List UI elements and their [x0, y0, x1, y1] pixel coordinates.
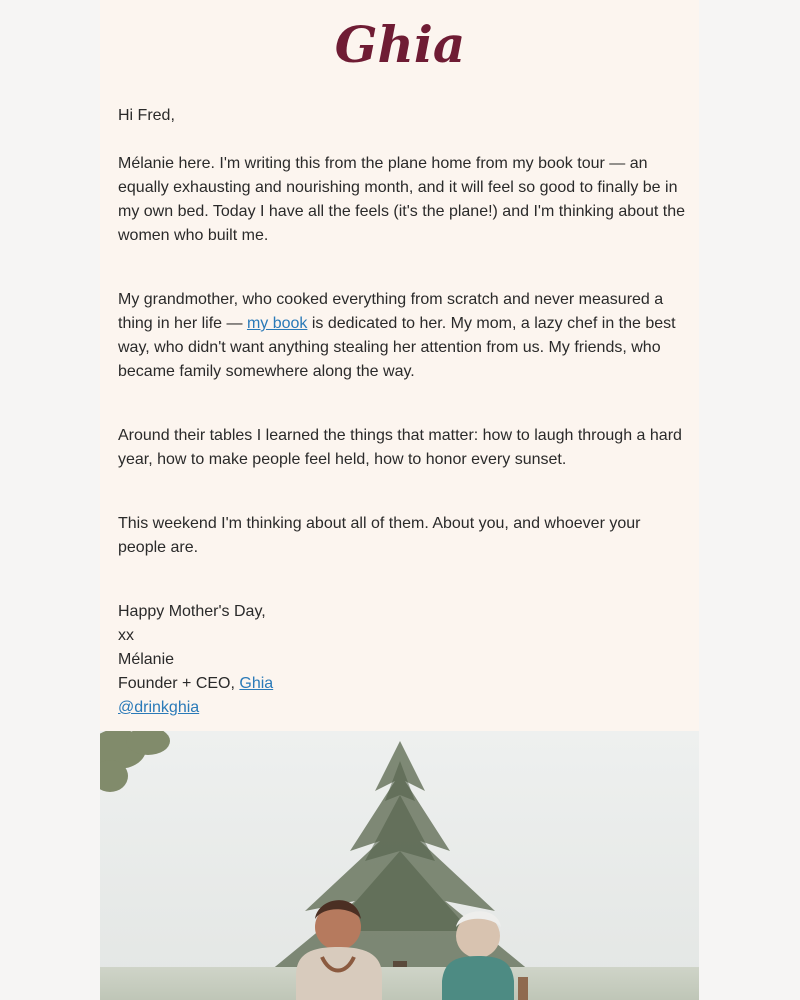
signoff-title: [118, 672, 688, 696]
greeting: Hi Fred,: [118, 107, 175, 124]
signoff-social: [118, 696, 688, 720]
paragraph-family: [118, 288, 688, 384]
instagram-handle-link[interactable]: @drinkghia: [118, 699, 200, 716]
mothers-day-photo: [100, 731, 699, 1000]
paragraph-intro: Mélanie here. I'm writing this from the plane home from my book tour — an equally exhausting and nourishing month, and it will feel so good to finally be in my own bed. Today I have all the feels (it's the plane!) and I'm thinking about the women who built me.: [118, 155, 686, 244]
photo-illustration: [100, 731, 699, 1000]
signoff-line: Happy Mother's Day,: [118, 603, 266, 620]
ghia-logo-icon: [325, 6, 475, 74]
brand-logo[interactable]: [100, 6, 699, 74]
signoff-title-text: Founder + CEO,: [118, 675, 240, 692]
ghia-link[interactable]: Ghia: [239, 675, 274, 692]
paragraph-tables: Around their tables I learned the things that matter: how to laugh through a hard year, how to make people feel held, how to honor every sunset.: [118, 427, 682, 468]
signoff-name: Mélanie: [118, 651, 175, 668]
my-book-link[interactable]: my book: [246, 315, 308, 332]
paragraph-family-text-start: My grandmother, who cooked everything from scratch and never measured a thing in her life —: [118, 291, 664, 332]
email-body: [118, 104, 688, 720]
paragraph-weekend: This weekend I'm thinking about all of them. About you, and whoever your people are.: [118, 515, 641, 556]
logo-wordmark: Ghia: [334, 15, 465, 74]
signoff-xx: xx: [118, 627, 134, 644]
paragraph-family-text-end: is dedicated to her. My mom, a lazy chef in the best way, who didn't want anything stealing her attention from us. My friends, who became family somewhere along the way.: [118, 315, 676, 380]
email-card: [100, 0, 699, 731]
